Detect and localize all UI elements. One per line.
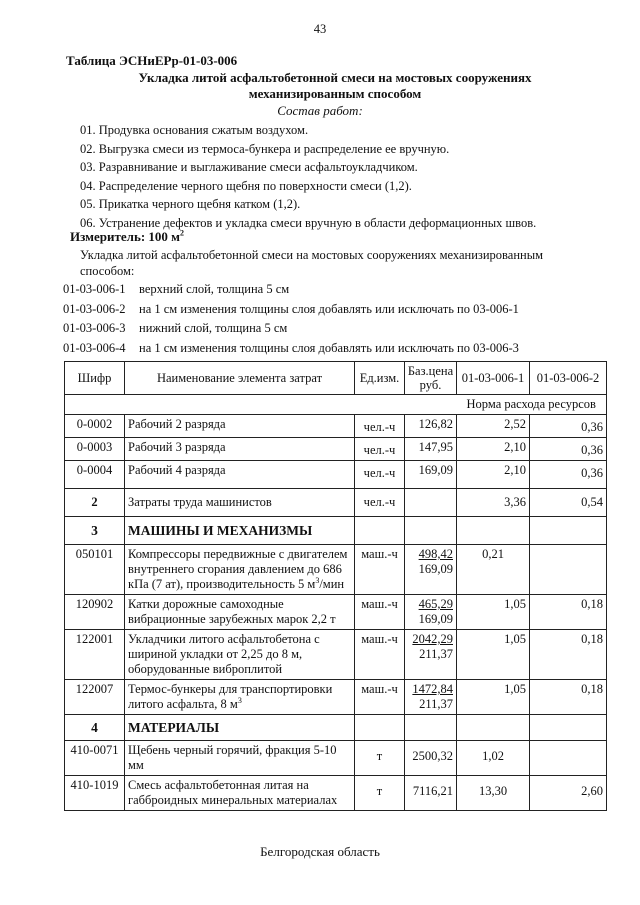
norm-label: Норма расхода ресурсов (457, 395, 607, 415)
norm-row (65, 395, 607, 415)
table-row: 120902 Катки дорожные самоходные вибрационные зарубежных марок 2,2 т маш.-ч 465,29 169,09 1,05 0,18 (65, 595, 607, 630)
codes-list (63, 280, 519, 358)
header-col2: 01-03-006-2 (530, 362, 607, 395)
work-item: 03. Разравнивание и выглаживание смеси асфальтоукладчиком. (80, 160, 418, 175)
section-row: 3 МАШИНЫ И МЕХАНИЗМЫ (65, 517, 607, 545)
work-item: 01. Продувка основания сжатым воздухом. (80, 123, 309, 137)
code-row: 01-03-006-1 верхний слой, толщина 5 см (63, 282, 290, 296)
header-name: Наименование элемента затрат (125, 362, 355, 395)
footer-region: Белгородская область (260, 844, 380, 859)
table-row: 410-1019 Смесь асфальтобетонная литая на габброидных минеральных материалах т 7116,21 13,30 2,60 (65, 776, 607, 811)
section-row: 4 МАТЕРИАЛЫ (65, 715, 607, 741)
header-unit: Ед.изм. (355, 362, 405, 395)
code-row: 01-03-006-4 на 1 см изменения толщины слоя добавлять или исключать по 03-006-3 (63, 340, 519, 355)
header-code: Шифр (65, 362, 125, 395)
table-row: 0-0004 Рабочий 4 разряда чел.-ч 169,09 2,10 0,36 (65, 461, 607, 489)
table-row: 122007 Термос-бункеры для транспортировки литого асфальта, 8 $м^3$ маш.-ч 1472,84 211,37 1,05 0,18 (65, 680, 607, 715)
page-number: 43 (313, 22, 327, 36)
table-row: 122001 Укладчики литого асфальтобетона с шириной укладки от 2,25 до 8 м, оборудованные виброплитой маш.-ч 2042,29 211,37 1,05 0,18 (65, 630, 607, 680)
code-row: 01-03-006-2 на 1 см изменения толщины слоя добавлять или исключать по 03-006-1 (63, 301, 519, 316)
table-header-row (65, 362, 607, 395)
work-items-list (80, 121, 536, 233)
table-row: 410-0071 Щебень черный горячий, фракция 5-10 мм т 2500,32 1,02 (65, 741, 607, 776)
meter-label: Измеритель: 100 $м^2$ (70, 228, 185, 244)
header-price: Баз.цена руб. (405, 362, 457, 395)
work-item: 06. Устранение дефектов и укладка смеси вручную в области деформационных швов. (80, 215, 537, 230)
work-item: 04. Распределение черного щебня по поверхности смеси (1,2). (80, 178, 412, 193)
header-col1: 01-03-006-1 (457, 362, 530, 395)
section-row: 2 Затраты труда машинистов чел.-ч 3,36 0,54 (65, 489, 607, 517)
description: Укладка литой асфальтобетонной смеси на мостовых сооружениях механизированным способом: (80, 248, 544, 278)
table-row: 050101 Компрессоры передвижные с двигателем внутреннего сгорания давлением до 686 кПа (7 ат), производительность 5 $м^3$/мин маш.-ч 498,42 169,09 0,21 (65, 545, 607, 595)
code-row: 01-03-006-3 нижний слой, толщина 5 см (63, 321, 288, 335)
table-row: 0-0002 Рабочий 2 разряда чел.-ч 126,82 2,52 0,36 (65, 415, 607, 438)
work-item: 02. Выгрузка смеси из термоса-бункера и распределение ее вручную. (80, 141, 450, 156)
table-row: 0-0003 Рабочий 3 разряда чел.-ч 147,95 2,10 0,36 (65, 438, 607, 461)
table-title: Таблица ЭСНиЕРр-01-03-006 (66, 53, 238, 68)
section-heading: Укладка литой асфальтобетонной смеси на мостовых сооружениях механизированным способом (138, 70, 532, 101)
work-item: 05. Прикатка черного щебня катком (1,2). (80, 197, 301, 212)
resource-table (64, 361, 607, 811)
work-composition-title: Состав работ: (277, 103, 363, 118)
